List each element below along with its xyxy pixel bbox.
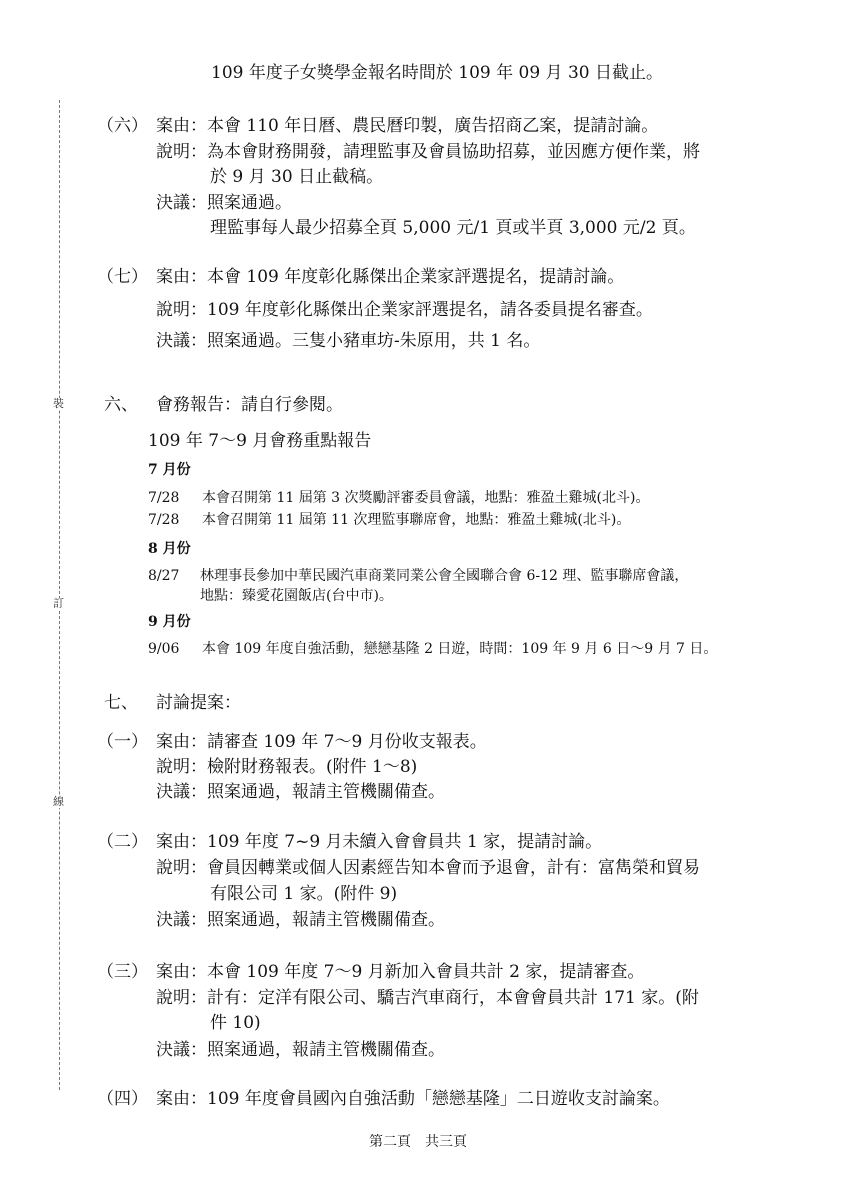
- item-number: （六）: [97, 116, 148, 136]
- entry-date: 8/27: [148, 568, 180, 584]
- explanation-text: 件 10): [210, 1013, 261, 1033]
- resolution-text: 決議：照案通過，報請主管機關備查。: [156, 910, 445, 930]
- section-number: 六、: [104, 395, 138, 415]
- resolution-text: 理監事每人最少招募全頁 5,000 元/1 頁或半頁 3,000 元/2 頁。: [210, 218, 696, 238]
- month-heading: 8 月份: [148, 541, 191, 557]
- resolution-text: 決議：照案通過，報請主管機關備查。: [156, 1040, 445, 1060]
- entry-text: 本會召開第 11 屆第 3 次獎勵評審委員會議，地點：雅盈土雞城(北斗)。: [202, 490, 650, 506]
- item-number: （四）: [97, 1089, 148, 1109]
- case-text: 案由：109 年度會員國內自強活動「戀戀基隆」二日遊收支討論案。: [156, 1089, 670, 1109]
- item-number: （七）: [97, 267, 148, 287]
- explanation-text: 說明：會員因轉業或個人因素經告知本會而予退會，計有：富雋榮和貿易: [156, 858, 700, 878]
- entry-date: 7/28: [148, 490, 180, 506]
- item-number: （三）: [97, 962, 148, 982]
- binding-mark: 訂: [53, 597, 64, 610]
- section-title: 會務報告：請自行參閱。: [156, 395, 343, 415]
- section-number: 七、: [104, 693, 138, 713]
- item-number: （一）: [97, 732, 148, 752]
- explanation-text: 說明：檢附財務報表。(附件 1～8): [156, 757, 418, 777]
- explanation-text: 有限公司 1 家。(附件 9): [210, 884, 398, 904]
- case-text: 案由：本會 109 年度 7～9 月新加入會員共計 2 家，提請審查。: [156, 962, 645, 982]
- case-text: 案由：本會 109 年度彰化縣傑出企業家評選提名，提請討論。: [156, 267, 625, 287]
- resolution-text: 決議：照案通過。: [156, 193, 292, 213]
- month-heading: 7 月份: [148, 462, 191, 478]
- entry-date: 9/06: [148, 641, 180, 657]
- scholarship-deadline-note: 109 年度子女獎學金報名時間於 109 年 09 月 30 日截止。: [211, 63, 663, 83]
- entry-text: 林理事長參加中華民國汽車商業同業公會全國聯合會 6-12 理、監事聯席會議，: [200, 568, 689, 584]
- explanation-text: 於 9 月 30 日止截稿。: [210, 167, 384, 187]
- item-number: （二）: [97, 832, 148, 852]
- explanation-text: 說明：計有：定洋有限公司、驕吉汽車商行，本會會員共計 171 家。(附: [156, 988, 699, 1008]
- entry-text: 地點：臻愛花園飯店(台中市)。: [200, 588, 393, 604]
- entry-text: 本會召開第 11 屆第 11 次理監事聯席會，地點：雅盈土雞城(北斗)。: [202, 512, 631, 528]
- page-footer: 第二頁 共三頁: [369, 1134, 467, 1150]
- binding-mark: 裝: [53, 397, 64, 410]
- entry-text: 本會 109 年度自強活動，戀戀基隆 2 日遊，時間：109 年 9 月 6 日～9 月 7 日。: [202, 641, 718, 657]
- report-subtitle: 109 年 7～9 月會務重點報告: [148, 431, 372, 451]
- resolution-text: 決議：照案通過。三隻小豬車坊-朱原用，共 1 名。: [156, 331, 541, 351]
- month-heading: 9 月份: [148, 614, 191, 630]
- explanation-text: 說明：109 年度彰化縣傑出企業家評選提名，請各委員提名審查。: [156, 300, 653, 320]
- case-text: 案由：請審查 109 年 7～9 月份收支報表。: [156, 732, 487, 752]
- case-text: 案由：本會 110 年日曆、農民曆印製，廣告招商乙案，提請討論。: [156, 116, 659, 136]
- explanation-text: 說明：為本會財務開發，請理監事及會員協助招募，並因應方便作業，將: [156, 142, 700, 162]
- case-text: 案由：109 年度 7~9 月未續入會會員共 1 家，提請討論。: [156, 832, 603, 852]
- entry-date: 7/28: [148, 512, 180, 528]
- section-title: 討論提案：: [156, 693, 241, 713]
- binding-line: [59, 100, 60, 1090]
- resolution-text: 決議：照案通過，報請主管機關備查。: [156, 782, 445, 802]
- binding-mark: 線: [53, 795, 64, 808]
